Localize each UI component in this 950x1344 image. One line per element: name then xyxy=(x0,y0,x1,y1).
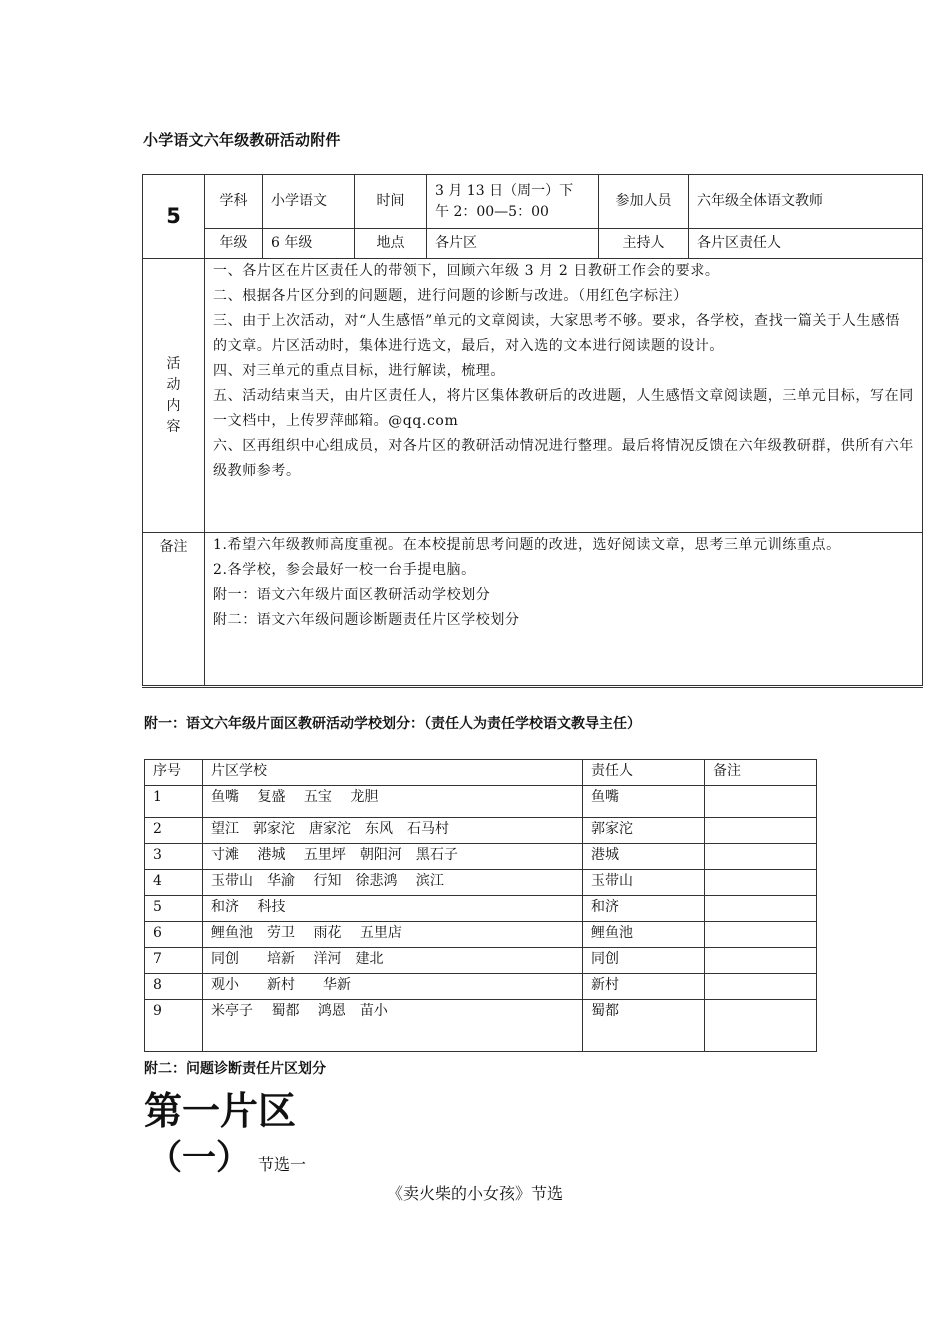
content-label-char: 容 xyxy=(166,418,181,435)
row-note xyxy=(705,1000,817,1052)
content-label-char: 动 xyxy=(166,376,181,393)
row-leader: 蜀都 xyxy=(583,1000,705,1052)
activity-number: 5 xyxy=(143,175,205,259)
zone-heading: 第一片区 xyxy=(144,1089,297,1133)
row-note xyxy=(705,922,817,948)
table-row xyxy=(145,844,817,870)
row-schools: 鱼嘴 复盛 五宝 龙胆 xyxy=(203,786,583,818)
row-no: 9 xyxy=(145,1000,203,1052)
row-leader: 同创 xyxy=(583,948,705,974)
row-no: 8 xyxy=(145,974,203,1000)
remark-item-1: 1.希望六年级教师高度重视。在本校提前思考问题的改进，选好阅读文章，思考三单元训练重点。 xyxy=(213,537,841,553)
row-note xyxy=(705,896,817,922)
grade-label: 年级 xyxy=(205,229,263,259)
content-item-4: 四、对三单元的重点目标，进行解读，梳理。 xyxy=(213,363,505,379)
participants-value: 六年级全体语文教师 xyxy=(689,175,923,229)
row-leader: 鱼嘴 xyxy=(583,786,705,818)
content-item-5: 五、活动结束当天，由片区责任人，将片区集体教研后的改进题，人生感悟文章阅读题，三单元目标，写在同一文档中，上传罗萍邮箱。@qq.com xyxy=(213,388,914,429)
time-value xyxy=(427,175,599,229)
header-no: 序号 xyxy=(145,760,203,786)
row-no: 7 xyxy=(145,948,203,974)
row-leader: 新村 xyxy=(583,974,705,1000)
content-label-char: 活 xyxy=(166,355,181,372)
table-row xyxy=(145,818,817,844)
row-note xyxy=(705,974,817,1000)
remarks-label: 备注 xyxy=(143,533,205,687)
row-note xyxy=(705,786,817,818)
story-title: 《卖火柴的小女孩》节选 xyxy=(386,1184,563,1203)
row-leader: 玉带山 xyxy=(583,870,705,896)
row-schools: 鲤鱼池 劳卫 雨花 五里店 xyxy=(203,922,583,948)
row-note xyxy=(705,844,817,870)
row-note xyxy=(705,870,817,896)
content-label xyxy=(143,259,205,533)
table-row xyxy=(145,948,817,974)
time-label: 时间 xyxy=(355,175,427,229)
location-value: 各片区 xyxy=(427,229,599,259)
host-label: 主持人 xyxy=(599,229,689,259)
row-schools: 望江 郭家沱 唐家沱 东风 石马村 xyxy=(203,818,583,844)
header-leader: 责任人 xyxy=(583,760,705,786)
row-leader: 鲤鱼池 xyxy=(583,922,705,948)
row-schools: 玉带山 华渝 行知 徐悲鸿 滨江 xyxy=(203,870,583,896)
table-row xyxy=(145,1000,817,1052)
content-label-char: 内 xyxy=(166,397,181,414)
subject-value: 小学语文 xyxy=(263,175,355,229)
row-no: 3 xyxy=(145,844,203,870)
content-item-2: 二、根据各片区分到的问题题，进行问题的诊断与改进。（用红色字标注） xyxy=(213,288,688,304)
row-schools: 观小 新村 华新 xyxy=(203,974,583,1000)
header-schools: 片区学校 xyxy=(203,760,583,786)
grade-value: 6 年级 xyxy=(263,229,355,259)
location-label: 地点 xyxy=(355,229,427,259)
content-item-3: 三、由于上次活动，对“人生感悟”单元的文章阅读，大家思考不够。要求，各学校，查找一篇关于人生感悟的文章。片区活动时，集体进行选文，最后，对入选的文本进行阅读题的设计。 xyxy=(213,313,901,354)
time-line-2: 午 2：00—5：00 xyxy=(435,203,549,220)
document-title: 小学语文六年级教研活动附件 xyxy=(143,131,341,149)
time-line-1: 3 月 13 日（周一）下 xyxy=(435,182,574,199)
content-body xyxy=(205,259,923,533)
participants-label: 参加人员 xyxy=(599,175,689,229)
row-schools: 和济 科技 xyxy=(203,896,583,922)
appendix1-title: 附一：语文六年级片面区教研活动学校划分：（责任人为责任学校语文教导主任） xyxy=(144,716,641,732)
host-value: 各片区责任人 xyxy=(689,229,923,259)
table-row xyxy=(145,870,817,896)
table-row xyxy=(145,786,817,818)
row-no: 5 xyxy=(145,896,203,922)
row-no: 6 xyxy=(145,922,203,948)
row-note xyxy=(705,948,817,974)
remark-item-4: 附二：语文六年级问题诊断题责任片区学校划分 xyxy=(213,612,520,628)
row-leader: 和济 xyxy=(583,896,705,922)
row-schools: 寸滩 港城 五里坪 朝阳河 黑石子 xyxy=(203,844,583,870)
remarks-body xyxy=(205,533,923,687)
table-row xyxy=(145,974,817,1000)
appendix2-title: 附二：问题诊断责任片区划分 xyxy=(144,1061,326,1077)
row-leader: 郭家沱 xyxy=(583,818,705,844)
row-schools: 米亭子 蜀都 鸿恩 苗小 xyxy=(203,1000,583,1052)
table-row xyxy=(145,896,817,922)
remark-item-3: 附一：语文六年级片面区教研活动学校划分 xyxy=(213,587,491,603)
row-leader: 港城 xyxy=(583,844,705,870)
row-schools: 同创 培新 洋河 建北 xyxy=(203,948,583,974)
subject-label: 学科 xyxy=(205,175,263,229)
part-note: 节选一 xyxy=(258,1155,307,1174)
row-note xyxy=(705,818,817,844)
row-no: 4 xyxy=(145,870,203,896)
content-item-6: 六、区再组织中心组成员，对各片区的教研活动情况进行整理。最后将情况反馈在六年级教研群，供所有六年级教师参考。 xyxy=(213,438,914,479)
row-no: 2 xyxy=(145,818,203,844)
content-item-1: 一、各片区在片区责任人的带领下，回顾六年级 3 月 2 日教研工作会的要求。 xyxy=(213,263,720,279)
row-no: 1 xyxy=(145,786,203,818)
district-table xyxy=(144,759,817,1052)
activity-table xyxy=(142,174,923,688)
table-row xyxy=(145,922,817,948)
part-heading: （一） xyxy=(148,1138,250,1178)
remark-item-2: 2.各学校，参会最好一校一台手提电脑。 xyxy=(213,562,476,578)
header-note: 备注 xyxy=(705,760,817,786)
